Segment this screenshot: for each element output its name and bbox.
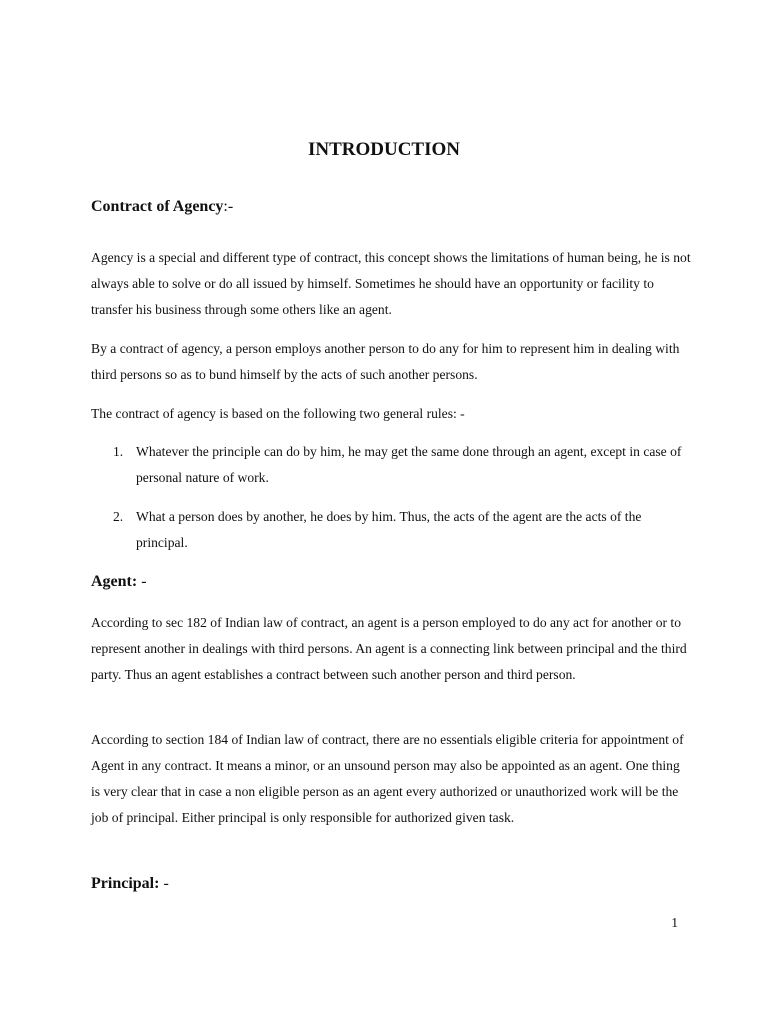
page-number: 1 [671,915,678,930]
heading-text: Contract of Agency [91,198,224,215]
section-heading-agent [91,571,147,593]
paragraph: According to sec 182 of Indian law of contract, an agent is a person employed to do any act for another or to represent another in dealings with third persons. An agent is a connecting link between principal and the third party. Thus an agent establishes a contract between such another person and third person. [91,615,687,682]
list-text: What a person does by another, he does by him. Thus, the acts of the agent are the acts of the principal. [136,509,642,550]
heading-suffix: - [159,875,169,892]
list-number: 1. [113,444,124,459]
heading-suffix: :- [223,198,234,215]
paragraph: The contract of agency is based on the following two general rules: - [91,406,465,421]
section-heading-contract-of-agency [91,196,233,218]
heading-suffix: - [137,573,147,590]
paragraph: Agency is a special and different type of contract, this concept shows the limitations of human being, he is not always able to solve or do all issued by himself. Sometimes he should have an opportunity or facility to transfer his business through some others like an agent. [91,250,691,317]
page-title: INTRODUCTION [307,139,461,160]
paragraph: According to section 184 of Indian law of contract, there are no essentials eligible criteria for appointment of Agent in any contract. It means a minor, or an unsound person may also be appointed as an agent. One thing is very clear that in case a non eligible person as an agent every authorized or unauthorized work will be the job of principal. Either principal is only responsible for authorized given task. [91,732,684,825]
section-heading-principal [91,873,169,895]
list-number: 2. [113,509,124,524]
list-text: Whatever the principle can do by him, he may get the same done through an agent, except in case of personal nature of work. [136,444,682,485]
heading-text: Agent: [91,573,138,590]
paragraph: By a contract of agency, a person employs another person to do any for him to represent him in dealing with third persons so as to bund himself by the acts of such another persons. [91,341,680,382]
heading-text: Principal: [91,875,160,892]
